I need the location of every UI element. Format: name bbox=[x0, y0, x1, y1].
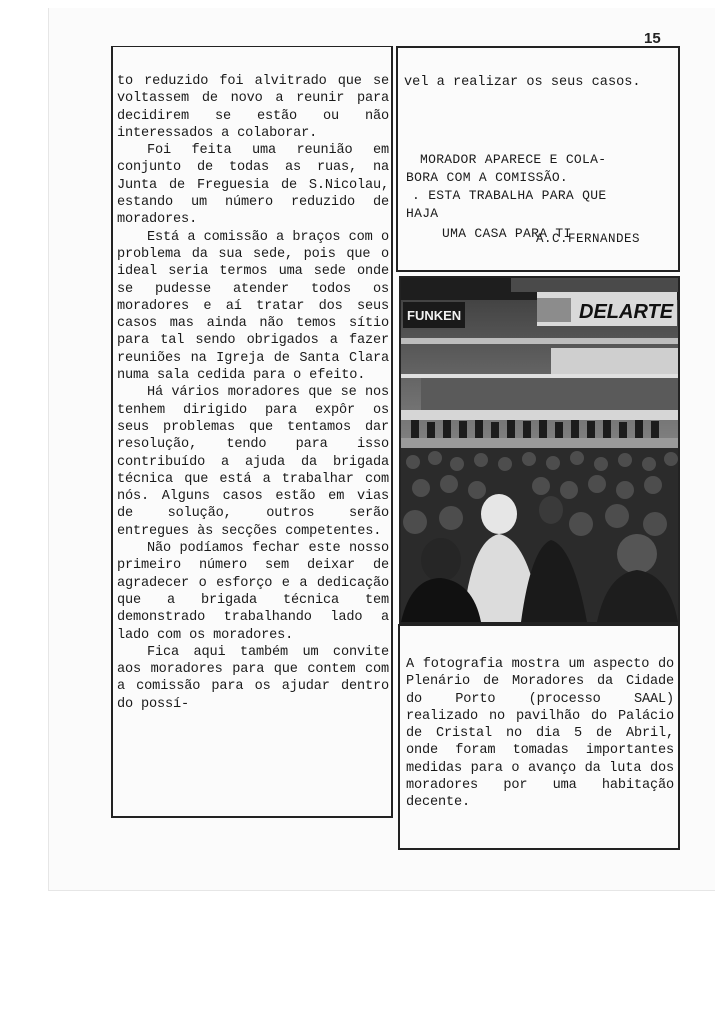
slogan-line-1: MORADOR APARECE E COLA- bbox=[420, 152, 607, 167]
slogan-line-3: . ESTA TRABALHA PARA QUE bbox=[412, 188, 607, 203]
appeal-box bbox=[396, 46, 680, 272]
author-signature: A.C.FERNANDES bbox=[536, 232, 641, 246]
paragraph-3: Está a comissão a braços com o problema da sua sede, pois que o ideal seria termos uma sede onde se pudesse atender todos os moradores e aí tratar dos seus casos mas ainda não temos sítio para tal sendo obrigados a fazer reuniões na Igreja de Santa Clara numa sala cedida para o efeito. bbox=[117, 229, 389, 384]
slogan-line-5: UMA CASA PARA TI bbox=[442, 226, 572, 241]
slogan-line-2: BORA COM A COMISSÃO. bbox=[406, 170, 569, 185]
left-column-text bbox=[117, 73, 389, 713]
page-number: 15 bbox=[644, 30, 661, 47]
paragraph-1: to reduzido foi alvitrado que se voltassem de novo a reunir para decidirem se estão ou não interessados a colaborar. bbox=[117, 74, 389, 141]
crowd-photo-image bbox=[401, 278, 678, 622]
left-text-column bbox=[111, 46, 393, 818]
photo-caption-box bbox=[398, 624, 680, 850]
sign-left-text: FUNKEN bbox=[407, 308, 462, 323]
assembly-photo bbox=[399, 276, 680, 624]
slogan-line-4: HAJA bbox=[406, 206, 439, 221]
sign-right-text: DELARTE bbox=[579, 301, 674, 323]
paragraph-4: Há vários moradores que se nos tenhem dirigido para expôr os seus problemas que tentamos dar resolução, tendo para isso contribuído a ajuda da brigada técnica que está a trabalhar com nós. Alguns casos estão em vias de solução, outros serão entregues às secções competentes. bbox=[117, 385, 389, 539]
appeal-lead-text: vel a realizar os seus casos. bbox=[404, 75, 641, 90]
paragraph-5: Não podíamos fechar este nosso primeiro número sem deixar de agradecer o esforço e a dedicação que a brigada técnica tem demonstrado trabalhando lado a lado com os moradores. bbox=[117, 541, 389, 643]
paragraph-6: Fica aqui também um convite aos moradores para que contem com a comissão para os ajudar dentro do possí- bbox=[117, 644, 389, 712]
paragraph-2: Foi feita uma reunião em conjunto de todas as ruas, na Junta de Freguesia de S.Nicolau, estando um número reduzido de moradores. bbox=[117, 143, 389, 228]
photo-caption: A fotografia mostra um aspecto do Plenário de Moradores da Cidade do Porto (processo SAAL) realizado no pavilhão do Palácio de Cristal no dia 5 de Abril, onde foram tomadas importantes medidas para o avanço da luta dos moradores por uma habitação decente. bbox=[406, 657, 674, 811]
